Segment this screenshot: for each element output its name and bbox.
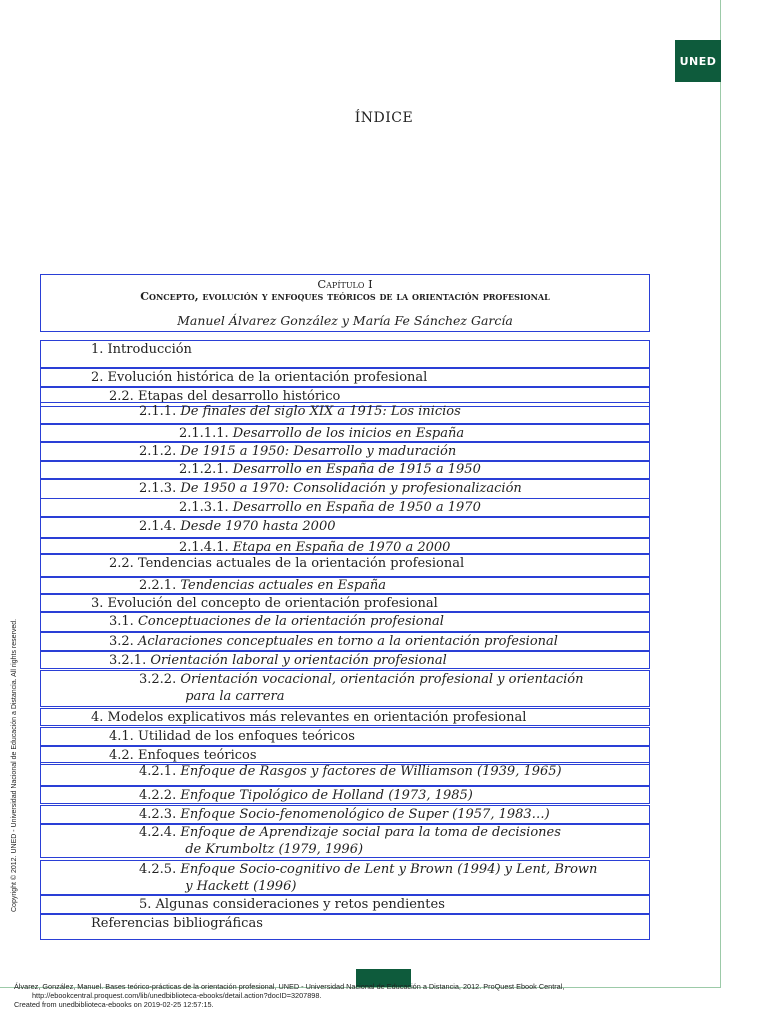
toc-row[interactable]: [40, 651, 650, 669]
toc-entry: [139, 403, 461, 420]
toc-row[interactable]: [40, 914, 650, 940]
uned-logo: UNED: [675, 40, 721, 82]
toc-entry-number: 3.1.: [109, 614, 138, 629]
toc-entry-title: De 1950 a 1970: Consolidación y profesionalización: [180, 481, 522, 496]
toc-entry-number: 2.2.: [109, 389, 138, 404]
toc-entry: [109, 555, 464, 572]
toc-entry-number: 2.1.1.: [139, 404, 181, 419]
toc-entry: [91, 709, 526, 726]
toc-entry-number: 4.1.: [109, 729, 138, 744]
toc-entry-title: Aclaraciones conceptuales en torno a la orientación profesional: [137, 634, 558, 649]
toc-entry-number: 3.2.: [109, 634, 138, 649]
toc-entry-title: Modelos explicativos más relevantes en orientación profesional: [107, 710, 527, 725]
toc-entry-title: De 1915 a 1950: Desarrollo y maduración: [180, 444, 457, 459]
toc-entry-title: Conceptuaciones de la orientación profesional: [137, 614, 444, 629]
toc-entry-number: 2.1.4.1.: [179, 540, 233, 555]
toc-entry: [109, 652, 447, 669]
page-border-right: [720, 0, 721, 988]
toc-entry: [139, 861, 597, 895]
toc-entry-number: 5.: [139, 897, 156, 912]
toc-entry-number: 4.2.: [109, 748, 138, 763]
toc-entry-number: 2.1.1.1.: [179, 426, 233, 441]
toc-entry-title-continued: y Hackett (1996): [185, 879, 297, 894]
toc-row[interactable]: [40, 895, 650, 914]
toc-entry-title: Referencias bibliográficas: [91, 916, 263, 931]
toc-row[interactable]: [40, 402, 650, 424]
side-copyright: Copyright © 2012. UNED - Universidad Nacional de Educación a Distancia. All rights reserved.: [11, 618, 18, 912]
toc-entry-title: De finales del siglo XIX a 1915: Los inicios: [180, 404, 461, 419]
toc-entry: [91, 341, 192, 358]
toc-entry: [139, 443, 456, 460]
chapter-authors: Manuel Álvarez González y María Fe Sánchez García: [177, 313, 513, 328]
toc-entry: [109, 728, 355, 745]
toc-entry: [109, 633, 558, 650]
toc-entry-number: 4.2.2.: [139, 788, 181, 803]
toc-row[interactable]: [40, 762, 650, 786]
toc-entry-title: Evolución del concepto de orientación profesional: [107, 596, 438, 611]
toc-entry-number: 2.1.2.1.: [179, 462, 233, 477]
toc-row[interactable]: [40, 460, 650, 479]
toc-entry: [139, 763, 562, 780]
toc-entry-title: Desde 1970 hasta 2000: [180, 519, 336, 534]
chapter-label: Capítulo I: [317, 277, 373, 291]
toc-entry-number: 3.: [91, 596, 108, 611]
toc-row[interactable]: [40, 708, 650, 726]
toc-row[interactable]: [40, 340, 650, 368]
toc-entry-title: Desarrollo en España de 1950 a 1970: [232, 500, 481, 515]
toc-row[interactable]: [40, 805, 650, 825]
footer-line-3: Created from unedbiblioteca-ebooks on 2019-02-25 12:57:15.: [14, 1000, 214, 1009]
toc-entry-title: Enfoque de Rasgos y factores de Williamson (1939, 1965): [180, 764, 562, 779]
toc-entry: [179, 461, 481, 478]
toc-entry-title: Utilidad de los enfoques teóricos: [137, 729, 355, 744]
toc-entry: [179, 499, 481, 516]
footer-line-1: Álvarez, González, Manuel. Bases teórico-prácticas de la orientación profesional, UNED - Universidad Nacional de Educación a Distancia, 2012. ProQuest Ebook Central,: [14, 982, 565, 991]
footer-line-2: http://ebookcentral.proquest.com/lib/unedbiblioteca-ebooks/detail.action?docID=3207898.: [32, 991, 322, 1000]
toc-entry: [139, 896, 445, 913]
toc-entry-number: 3.2.2.: [139, 672, 181, 687]
toc-entry-title: Enfoque Socio-fenomenológico de Super (1957, 1983…): [180, 807, 550, 822]
toc-entry-number: 2.1.2.: [139, 444, 181, 459]
toc-row[interactable]: [40, 786, 650, 804]
toc-entry-title: Orientación vocacional, orientación profesional y orientación: [180, 672, 584, 687]
toc-entry-title: Desarrollo de los inicios en España: [232, 426, 465, 441]
toc-entry-number: 4.: [91, 710, 108, 725]
toc-entry: [139, 806, 550, 823]
toc-row[interactable]: [40, 368, 650, 387]
toc-entry-title: Etapas del desarrollo histórico: [137, 389, 341, 404]
toc-entry-title: Enfoque Tipológico de Holland (1973, 1985): [180, 788, 473, 803]
toc-entry-number: 2.: [91, 370, 108, 385]
toc-entry-title: Enfoque de Aprendizaje social para la toma de decisiones: [180, 825, 561, 840]
toc-row[interactable]: [40, 424, 650, 442]
toc-entry-number: 2.2.: [109, 556, 138, 571]
toc-entry-title: Tendencias actuales en España: [180, 578, 387, 593]
toc-row[interactable]: [40, 538, 650, 554]
toc-row[interactable]: [40, 632, 650, 651]
toc-entry-number: 1.: [91, 342, 108, 357]
toc-entry-title-continued: para la carrera: [185, 689, 285, 704]
toc-entry: [91, 915, 263, 932]
toc-entry-title: Evolución histórica de la orientación profesional: [107, 370, 428, 385]
page-title: ÍNDICE: [354, 110, 414, 126]
toc-row[interactable]: [40, 442, 650, 462]
toc-row[interactable]: [40, 517, 650, 538]
toc-entry-number: 4.2.4.: [139, 825, 181, 840]
chapter-header-box[interactable]: [40, 274, 650, 332]
toc-row[interactable]: [40, 594, 650, 612]
toc-entry-title: Desarrollo en España de 1915 a 1950: [232, 462, 481, 477]
toc-entry-number: 4.2.3.: [139, 807, 181, 822]
toc-entry-title: Orientación laboral y orientación profesional: [150, 653, 447, 668]
toc-entry-number: 2.1.3.: [139, 481, 181, 496]
toc-row[interactable]: [40, 670, 650, 707]
toc-entry-title: Etapa en España de 1970 a 2000: [232, 540, 451, 555]
toc-entry-number: 3.2.1.: [109, 653, 151, 668]
toc-entry-number: 4.2.5.: [139, 862, 181, 877]
toc-entry-title: Introducción: [107, 342, 192, 357]
toc-entry-title: Algunas consideraciones y retos pendientes: [155, 897, 445, 912]
chapter-title: Concepto, evolución y enfoques teóricos de la orientación profesional: [140, 290, 550, 303]
toc-row[interactable]: [40, 554, 650, 578]
toc-entry: [179, 425, 464, 442]
toc-entry: [139, 787, 473, 804]
toc-entry: [109, 613, 444, 630]
toc-entry-title: Tendencias actuales de la orientación profesional: [137, 556, 465, 571]
toc-entry-number: 2.1.3.1.: [179, 500, 233, 515]
toc-entry-number: 4.2.1.: [139, 764, 181, 779]
toc-entry-title: Enfoques teóricos: [137, 748, 257, 763]
footer-citation: [14, 982, 714, 1009]
toc-entry: [139, 518, 335, 535]
toc-row[interactable]: [40, 498, 650, 517]
toc-row[interactable]: [40, 823, 650, 858]
toc-row[interactable]: [40, 576, 650, 594]
toc-entry: [91, 369, 427, 386]
toc-entry: [139, 824, 561, 858]
toc-entry: [139, 480, 522, 497]
toc-entry-number: 2.1.4.: [139, 519, 181, 534]
toc-entry: [139, 671, 584, 705]
toc-entry: [139, 577, 386, 594]
toc-row[interactable]: [40, 860, 650, 895]
toc-entry-title-continued: de Krumboltz (1979, 1996): [185, 842, 364, 857]
toc-row[interactable]: [40, 479, 650, 499]
toc-entry: [91, 595, 438, 612]
toc-entry-number: 2.2.1.: [139, 578, 181, 593]
toc-row[interactable]: [40, 612, 650, 632]
toc-row[interactable]: [40, 727, 650, 746]
toc-entry-title: Enfoque Socio-cognitivo de Lent y Brown (1994) y Lent, Brown: [180, 862, 598, 877]
